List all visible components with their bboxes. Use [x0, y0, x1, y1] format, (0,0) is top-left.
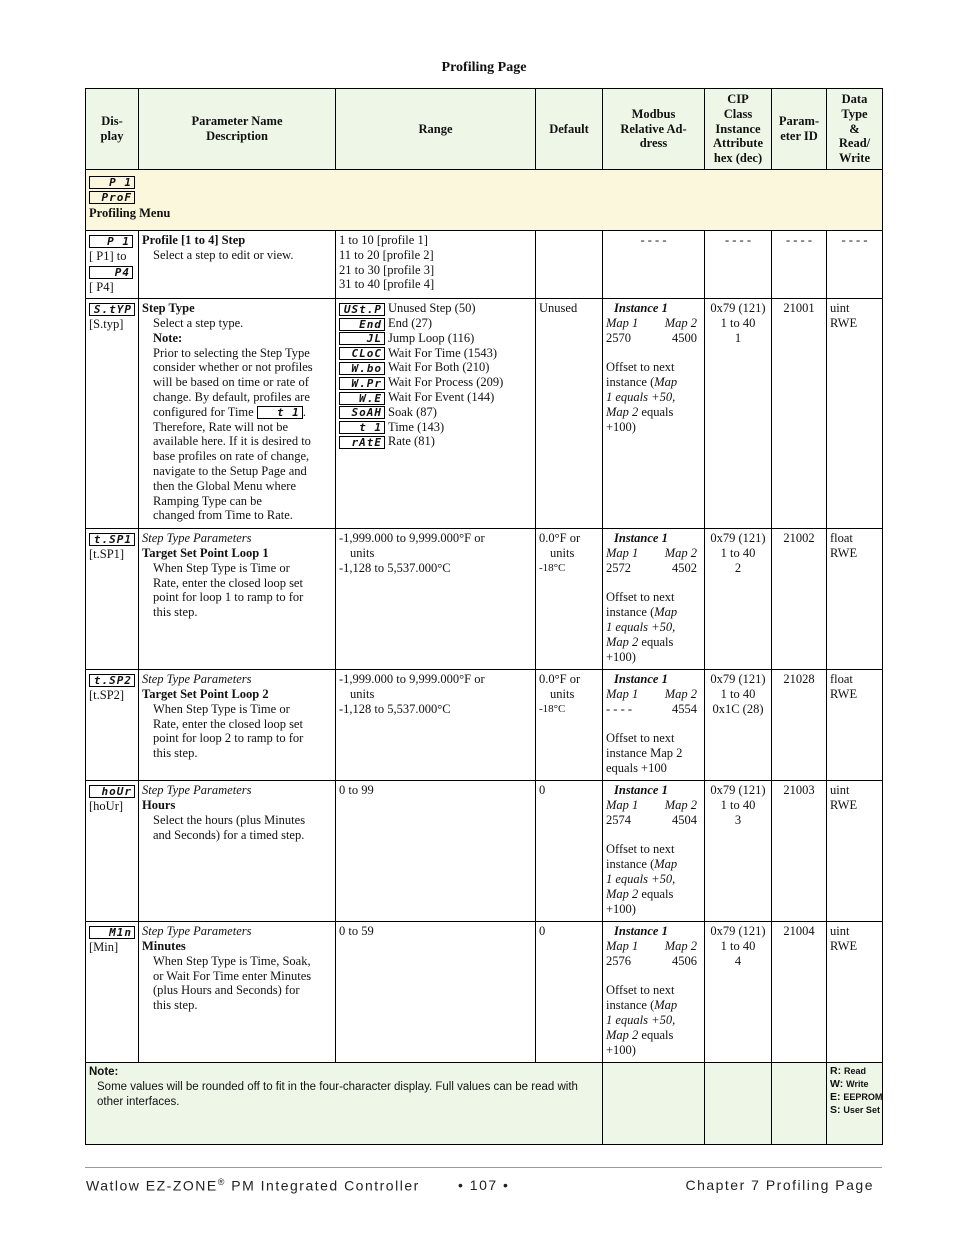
default-line: -18°C [539, 702, 566, 715]
note-line: base profiles on rate of change, [153, 449, 310, 464]
modbus-instance: Instance 1 [614, 783, 668, 798]
range-cell [336, 231, 536, 299]
cip-cell [705, 922, 772, 1063]
offset-line: 1 equals +50, [606, 619, 676, 634]
lcd-display: W.Pr [339, 377, 385, 390]
display-cell [86, 299, 139, 529]
modbus-value: 2572 [606, 560, 631, 575]
range-cell [336, 670, 536, 781]
display-label: [ P1] to [89, 248, 127, 263]
offset-line: 1 equals +50, [606, 1012, 676, 1027]
offset-line [606, 405, 701, 420]
range-option [339, 390, 532, 405]
modbus-value-row [606, 561, 701, 576]
footer-title: Watlow EZ-ZONE® PM Integrated Controller [86, 1177, 420, 1194]
modbus-value: 2570 [606, 330, 631, 345]
table-row [86, 231, 883, 299]
offset-text: Map [654, 857, 678, 872]
table-row [86, 299, 883, 529]
cip-cell [705, 670, 772, 781]
offset-text: Map [654, 605, 678, 620]
legend-value: Read [844, 1066, 867, 1077]
legend-value: User Set [843, 1105, 880, 1116]
legend-key: S: [830, 1104, 844, 1117]
offset-text: Map [654, 375, 678, 390]
modbus-cell: - - - - [603, 231, 705, 299]
modbus-map-label: Map 2 [664, 315, 697, 330]
param-id-cell: 21028 [772, 670, 827, 781]
range-option [339, 316, 532, 331]
data-type-line: float [830, 531, 853, 546]
lcd-display: S.tYP [89, 303, 135, 316]
lcd-display: M1n [89, 926, 135, 939]
offset-text: instance ( [606, 998, 655, 1013]
cip-line: 0x79 (121) [710, 924, 766, 939]
display-label: [Min] [89, 939, 119, 954]
offset-text: Map 2 [606, 404, 639, 419]
modbus-value-row [606, 813, 701, 828]
range-option-label: Wait For Process (209) [388, 375, 504, 390]
offset-line [606, 857, 701, 872]
modbus-instance: Instance 1 [614, 301, 668, 316]
range-cell: 0 to 59 [336, 922, 536, 1063]
cip-line: 1 [734, 330, 742, 345]
default-line: -18°C [539, 561, 566, 574]
modbus-instance: Instance 1 [614, 531, 668, 546]
data-type-line: RWE [830, 797, 858, 812]
table-row [86, 922, 883, 1063]
note-line: will be based on time or rate of [153, 375, 309, 390]
range-option [339, 405, 532, 420]
offset-line: 1 equals +50, [606, 389, 676, 404]
lcd-display: hoUr [89, 785, 135, 798]
modbus-value: 4502 [672, 560, 697, 575]
param-group: Step Type Parameters [142, 783, 252, 798]
range-option-label: Wait For Both (210) [388, 360, 490, 375]
modbus-map-label: Map 1 [606, 545, 639, 560]
modbus-cell [603, 922, 705, 1063]
note-line: change. By default, profiles are [153, 389, 310, 404]
legend-value: Write [846, 1079, 869, 1090]
lcd-display: P 1 [89, 235, 133, 248]
offset-line: 1 equals +50, [606, 871, 676, 886]
default-cell: 0 [536, 922, 603, 1063]
lcd-display: ProF [89, 191, 135, 204]
lcd-display: SoAH [339, 406, 385, 419]
note-line: changed from Time to Rate. [153, 508, 293, 523]
offset-text: equals [638, 634, 674, 649]
spacer [606, 346, 701, 361]
range-option-label: Time (143) [388, 419, 445, 434]
range-line: -1,128 to 5,537.000°C [339, 560, 451, 575]
param-desc: When Step Type is Time or [153, 701, 290, 716]
param-id-cell: 21004 [772, 922, 827, 1063]
offset-line: +100) [606, 1042, 636, 1057]
param-desc: this step. [153, 605, 198, 620]
menu-row [86, 170, 883, 231]
modbus-map-label: Map 1 [606, 686, 639, 701]
data-type-line: RWE [830, 545, 858, 560]
offset-line: Offset to next [606, 842, 675, 857]
note-line: configured for Time t 1 . [153, 404, 306, 420]
offset-line [606, 887, 701, 902]
param-cell [139, 922, 336, 1063]
range-line: 31 to 40 [profile 4] [339, 277, 435, 292]
spacer [606, 576, 701, 591]
modbus-value: 2574 [606, 812, 631, 827]
lcd-display: P4 [89, 266, 133, 279]
legend-item [830, 1104, 879, 1117]
modbus-map-label: Map 1 [606, 315, 639, 330]
modbus-map-label: Map 2 [664, 545, 697, 560]
cip-line: 0x79 (121) [710, 783, 766, 798]
header-modbus: Modbus Relative Ad- dress [603, 89, 705, 170]
note-line: navigate to the Setup Page and [153, 463, 307, 478]
modbus-map-row [606, 798, 701, 813]
param-desc: Rate, enter the closed loop set [153, 575, 303, 590]
footer-chapter: Chapter 7 Profiling Page [685, 1177, 874, 1193]
cip-cell: - - - - [705, 231, 772, 299]
param-desc: Select a step to edit or view. [153, 247, 294, 262]
lcd-display: USt.P [339, 303, 385, 316]
legend-cell [827, 1063, 883, 1145]
legend-key: R: [830, 1065, 844, 1078]
modbus-map-label: Map 2 [664, 797, 697, 812]
table-row [86, 781, 883, 922]
footer-rule [85, 1167, 882, 1168]
modbus-value-row [606, 702, 701, 717]
default-line: units [550, 686, 575, 701]
lcd-display: P 1 [89, 176, 135, 189]
param-name: Target Set Point Loop 1 [142, 545, 269, 560]
modbus-map-row [606, 316, 701, 331]
modbus-value-row [606, 331, 701, 346]
data-type-line: float [830, 672, 853, 687]
param-cell [139, 670, 336, 781]
offset-text: Map 2 [606, 634, 639, 649]
note-line: Ramping Type can be [153, 493, 262, 508]
param-desc: or Wait For Time enter Minutes [153, 968, 312, 983]
modbus-cell [603, 670, 705, 781]
blank-cell [772, 1063, 827, 1145]
param-name: Step Type [142, 301, 195, 316]
cip-line: 1 to 40 [720, 545, 756, 560]
lcd-display: JL [339, 332, 385, 345]
param-group: Step Type Parameters [142, 531, 252, 546]
offset-text: Map 2 [606, 1027, 639, 1042]
cip-cell [705, 529, 772, 670]
range-option [339, 360, 532, 375]
modbus-value: 4554 [672, 701, 697, 716]
cip-line: 0x1C (28) [712, 701, 764, 716]
offset-line: Offset to next [606, 360, 675, 375]
param-id-cell: 21003 [772, 781, 827, 922]
range-option [339, 331, 532, 346]
modbus-value: 2576 [606, 953, 631, 968]
lcd-display: t 1 [257, 406, 303, 419]
cip-line: 1 to 40 [720, 315, 756, 330]
offset-line [606, 605, 701, 620]
param-desc: this step. [153, 998, 198, 1013]
range-line: -1,128 to 5,537.000°C [339, 701, 451, 716]
note-line: available here. If it is desired to [153, 434, 311, 449]
param-group: Step Type Parameters [142, 924, 252, 939]
param-id-cell: 21002 [772, 529, 827, 670]
cip-line: 1 to 40 [720, 797, 756, 812]
header-data-type: Data Type & Read/ Write [827, 89, 883, 170]
modbus-value: 4504 [672, 812, 697, 827]
default-cell: 0 [536, 781, 603, 922]
lcd-display: t.SP1 [89, 533, 135, 546]
param-cell [139, 299, 336, 529]
profiling-menu-cell [86, 170, 883, 231]
range-line: -1,999.000 to 9,999.000°F or [339, 531, 485, 546]
spacer [606, 717, 701, 732]
param-desc: and Seconds) for a timed step. [153, 827, 305, 842]
header-cip: CIP Class Instance Attribute hex (dec) [705, 89, 772, 170]
modbus-value: - - - - [606, 701, 633, 716]
cip-line: 4 [734, 953, 742, 968]
lcd-display: t.SP2 [89, 674, 135, 687]
param-desc: When Step Type is Time, Soak, [153, 953, 311, 968]
modbus-map-label: Map 1 [606, 797, 639, 812]
range-option-label: Wait For Event (144) [388, 389, 495, 404]
offset-line: +100) [606, 649, 636, 664]
data-type-line: uint [830, 301, 850, 316]
lcd-display: End [339, 318, 385, 331]
range-option [339, 434, 532, 449]
data-type-cell: - - - - [827, 231, 883, 299]
default-line: 0.0°F or [539, 531, 581, 546]
param-desc: Select the hours (plus Minutes [153, 812, 306, 827]
data-type-line: RWE [830, 938, 858, 953]
header-param-name: Parameter Name Description [139, 89, 336, 170]
header-param-id: Param- eter ID [772, 89, 827, 170]
param-desc: (plus Hours and Seconds) for [153, 983, 300, 998]
spacer [606, 828, 701, 843]
param-name: Hours [142, 797, 176, 812]
cip-line: 1 to 40 [720, 686, 756, 701]
range-option [339, 375, 532, 390]
display-cell [86, 781, 139, 922]
offset-line [606, 375, 701, 390]
range-line: 1 to 10 [profile 1] [339, 233, 428, 247]
data-type-line: RWE [830, 315, 858, 330]
range-line: units [350, 545, 375, 560]
offset-text: Map 2 [606, 886, 639, 901]
display-cell [86, 231, 139, 299]
modbus-cell [603, 529, 705, 670]
offset-line [606, 635, 701, 650]
range-option [339, 301, 532, 316]
display-label: [hoUr] [89, 798, 124, 813]
display-cell [86, 529, 139, 670]
offset-line: Offset to next [606, 983, 675, 998]
default-cell [536, 231, 603, 299]
range-option [339, 346, 532, 361]
legend-key: E: [830, 1091, 844, 1104]
table-row [86, 670, 883, 781]
offset-line: equals +100 [606, 760, 667, 775]
range-option-label: Unused Step (50) [388, 301, 476, 316]
cip-line: 3 [734, 812, 742, 827]
cip-line: 0x79 (121) [710, 531, 766, 546]
legend-value: EEPROM [843, 1092, 883, 1103]
page-number: • 107 • [458, 1177, 510, 1193]
range-cell [336, 299, 536, 529]
header-default: Default [536, 89, 603, 170]
offset-line [606, 1028, 701, 1043]
param-name: Minutes [142, 938, 186, 953]
display-label: [t.SP2] [89, 687, 125, 702]
cip-line: 2 [734, 560, 742, 575]
lcd-display: CLoC [339, 347, 385, 360]
range-option-label: End (27) [388, 315, 433, 330]
note-line: then the Global Menu where [153, 478, 297, 493]
offset-text: equals [638, 1027, 674, 1042]
modbus-map-label: Map 2 [664, 938, 697, 953]
offset-text: Map [654, 998, 678, 1013]
menu-label: Profiling Menu [89, 205, 171, 220]
modbus-map-row [606, 546, 701, 561]
display-cell [86, 922, 139, 1063]
data-type-cell [827, 529, 883, 670]
modbus-map-row [606, 687, 701, 702]
profiling-table [85, 88, 883, 1145]
default-line: 0.0°F or [539, 672, 581, 687]
param-desc: Rate, enter the closed loop set [153, 716, 303, 731]
note-label: Note: [153, 330, 183, 345]
note-line: consider whether or not profiles [153, 360, 313, 375]
modbus-map-label: Map 1 [606, 938, 639, 953]
offset-text: equals [638, 404, 674, 419]
modbus-map-label: Map 2 [664, 686, 697, 701]
param-id-cell: 21001 [772, 299, 827, 529]
modbus-cell [603, 299, 705, 529]
note-text: Some values will be rounded off to fit in the four-character display. Full values can be read with other interfaces. [97, 1081, 578, 1109]
note-line: Therefore, Rate will not be [153, 419, 289, 434]
cip-cell [705, 299, 772, 529]
range-cell [336, 529, 536, 670]
offset-text: equals [638, 886, 674, 901]
data-type-cell [827, 781, 883, 922]
lcd-display: W.E [339, 392, 385, 405]
lcd-display: W.bo [339, 362, 385, 375]
offset-line: Offset to next [606, 731, 675, 746]
blank-cell [705, 1063, 772, 1145]
lcd-display: rAtE [339, 436, 385, 449]
header-range: Range [336, 89, 536, 170]
param-desc: Select a step type. [153, 315, 244, 330]
default-line: units [550, 545, 575, 560]
footer [86, 1177, 874, 1195]
header-display: Dis- play [86, 89, 139, 170]
offset-line [606, 998, 701, 1013]
data-type-cell [827, 670, 883, 781]
cip-line: 0x79 (121) [710, 672, 766, 687]
range-option-label: Jump Loop (116) [388, 330, 475, 345]
param-group: Step Type Parameters [142, 672, 252, 687]
param-cell [139, 529, 336, 670]
modbus-value: 4500 [672, 330, 697, 345]
legend-key: W: [830, 1078, 847, 1091]
table-row [86, 529, 883, 670]
offset-line: +100) [606, 901, 636, 916]
display-label: [ P4] [89, 280, 114, 295]
modbus-instance: Instance 1 [614, 672, 668, 687]
modbus-instance: Instance 1 [614, 924, 668, 939]
modbus-value: 4506 [672, 953, 697, 968]
param-id-cell: - - - - [772, 231, 827, 299]
range-option-label: Soak (87) [388, 404, 437, 419]
note-cell [86, 1063, 603, 1145]
offset-line: +100) [606, 419, 636, 434]
range-line: 11 to 20 [profile 2] [339, 247, 434, 262]
display-label: [t.SP1] [89, 546, 125, 561]
range-line: -1,999.000 to 9,999.000°F or [339, 672, 485, 687]
offset-line: instance Map 2 [606, 746, 683, 761]
offset-text: instance ( [606, 375, 655, 390]
param-name: Target Set Point Loop 2 [142, 686, 269, 701]
default-cell: Unused [536, 299, 603, 529]
offset-line: Offset to next [606, 590, 675, 605]
modbus-value-row [606, 954, 701, 969]
note-title: Note: [89, 1066, 119, 1079]
cip-line: 1 to 40 [720, 938, 756, 953]
data-type-line: uint [830, 783, 850, 798]
range-option-label: Wait For Time (1543) [388, 345, 498, 360]
range-option [339, 420, 532, 435]
offset-text: instance ( [606, 605, 655, 620]
range-line: units [350, 686, 375, 701]
param-desc: When Step Type is Time or [153, 560, 290, 575]
spacer [606, 969, 701, 984]
data-type-cell [827, 299, 883, 529]
range-cell: 0 to 99 [336, 781, 536, 922]
display-label: [S.typ] [89, 316, 124, 331]
default-cell [536, 529, 603, 670]
legend-item [830, 1078, 879, 1091]
data-type-line: uint [830, 924, 850, 939]
display-cell [86, 670, 139, 781]
lcd-display: t 1 [339, 421, 385, 434]
param-cell [139, 781, 336, 922]
range-option-label: Rate (81) [388, 434, 435, 449]
param-name: Profile [1 to 4] Step [142, 233, 246, 247]
page-title: Profiling Page [441, 60, 527, 75]
param-desc: point for loop 1 to ramp to for [153, 590, 304, 605]
data-type-cell [827, 922, 883, 1063]
modbus-map-row [606, 939, 701, 954]
default-cell [536, 670, 603, 781]
blank-cell [603, 1063, 705, 1145]
modbus-cell [603, 781, 705, 922]
legend-item [830, 1065, 879, 1078]
offset-text: instance ( [606, 857, 655, 872]
cip-cell [705, 781, 772, 922]
note-row [86, 1063, 883, 1145]
param-cell [139, 231, 336, 299]
range-line: 21 to 30 [profile 3] [339, 262, 435, 277]
note-line: Prior to selecting the Step Type [153, 345, 310, 360]
param-desc: point for loop 2 to ramp to for [153, 731, 304, 746]
data-type-line: RWE [830, 686, 858, 701]
cip-line: 0x79 (121) [710, 301, 766, 316]
param-desc: this step. [153, 746, 198, 761]
legend-item [830, 1091, 883, 1104]
